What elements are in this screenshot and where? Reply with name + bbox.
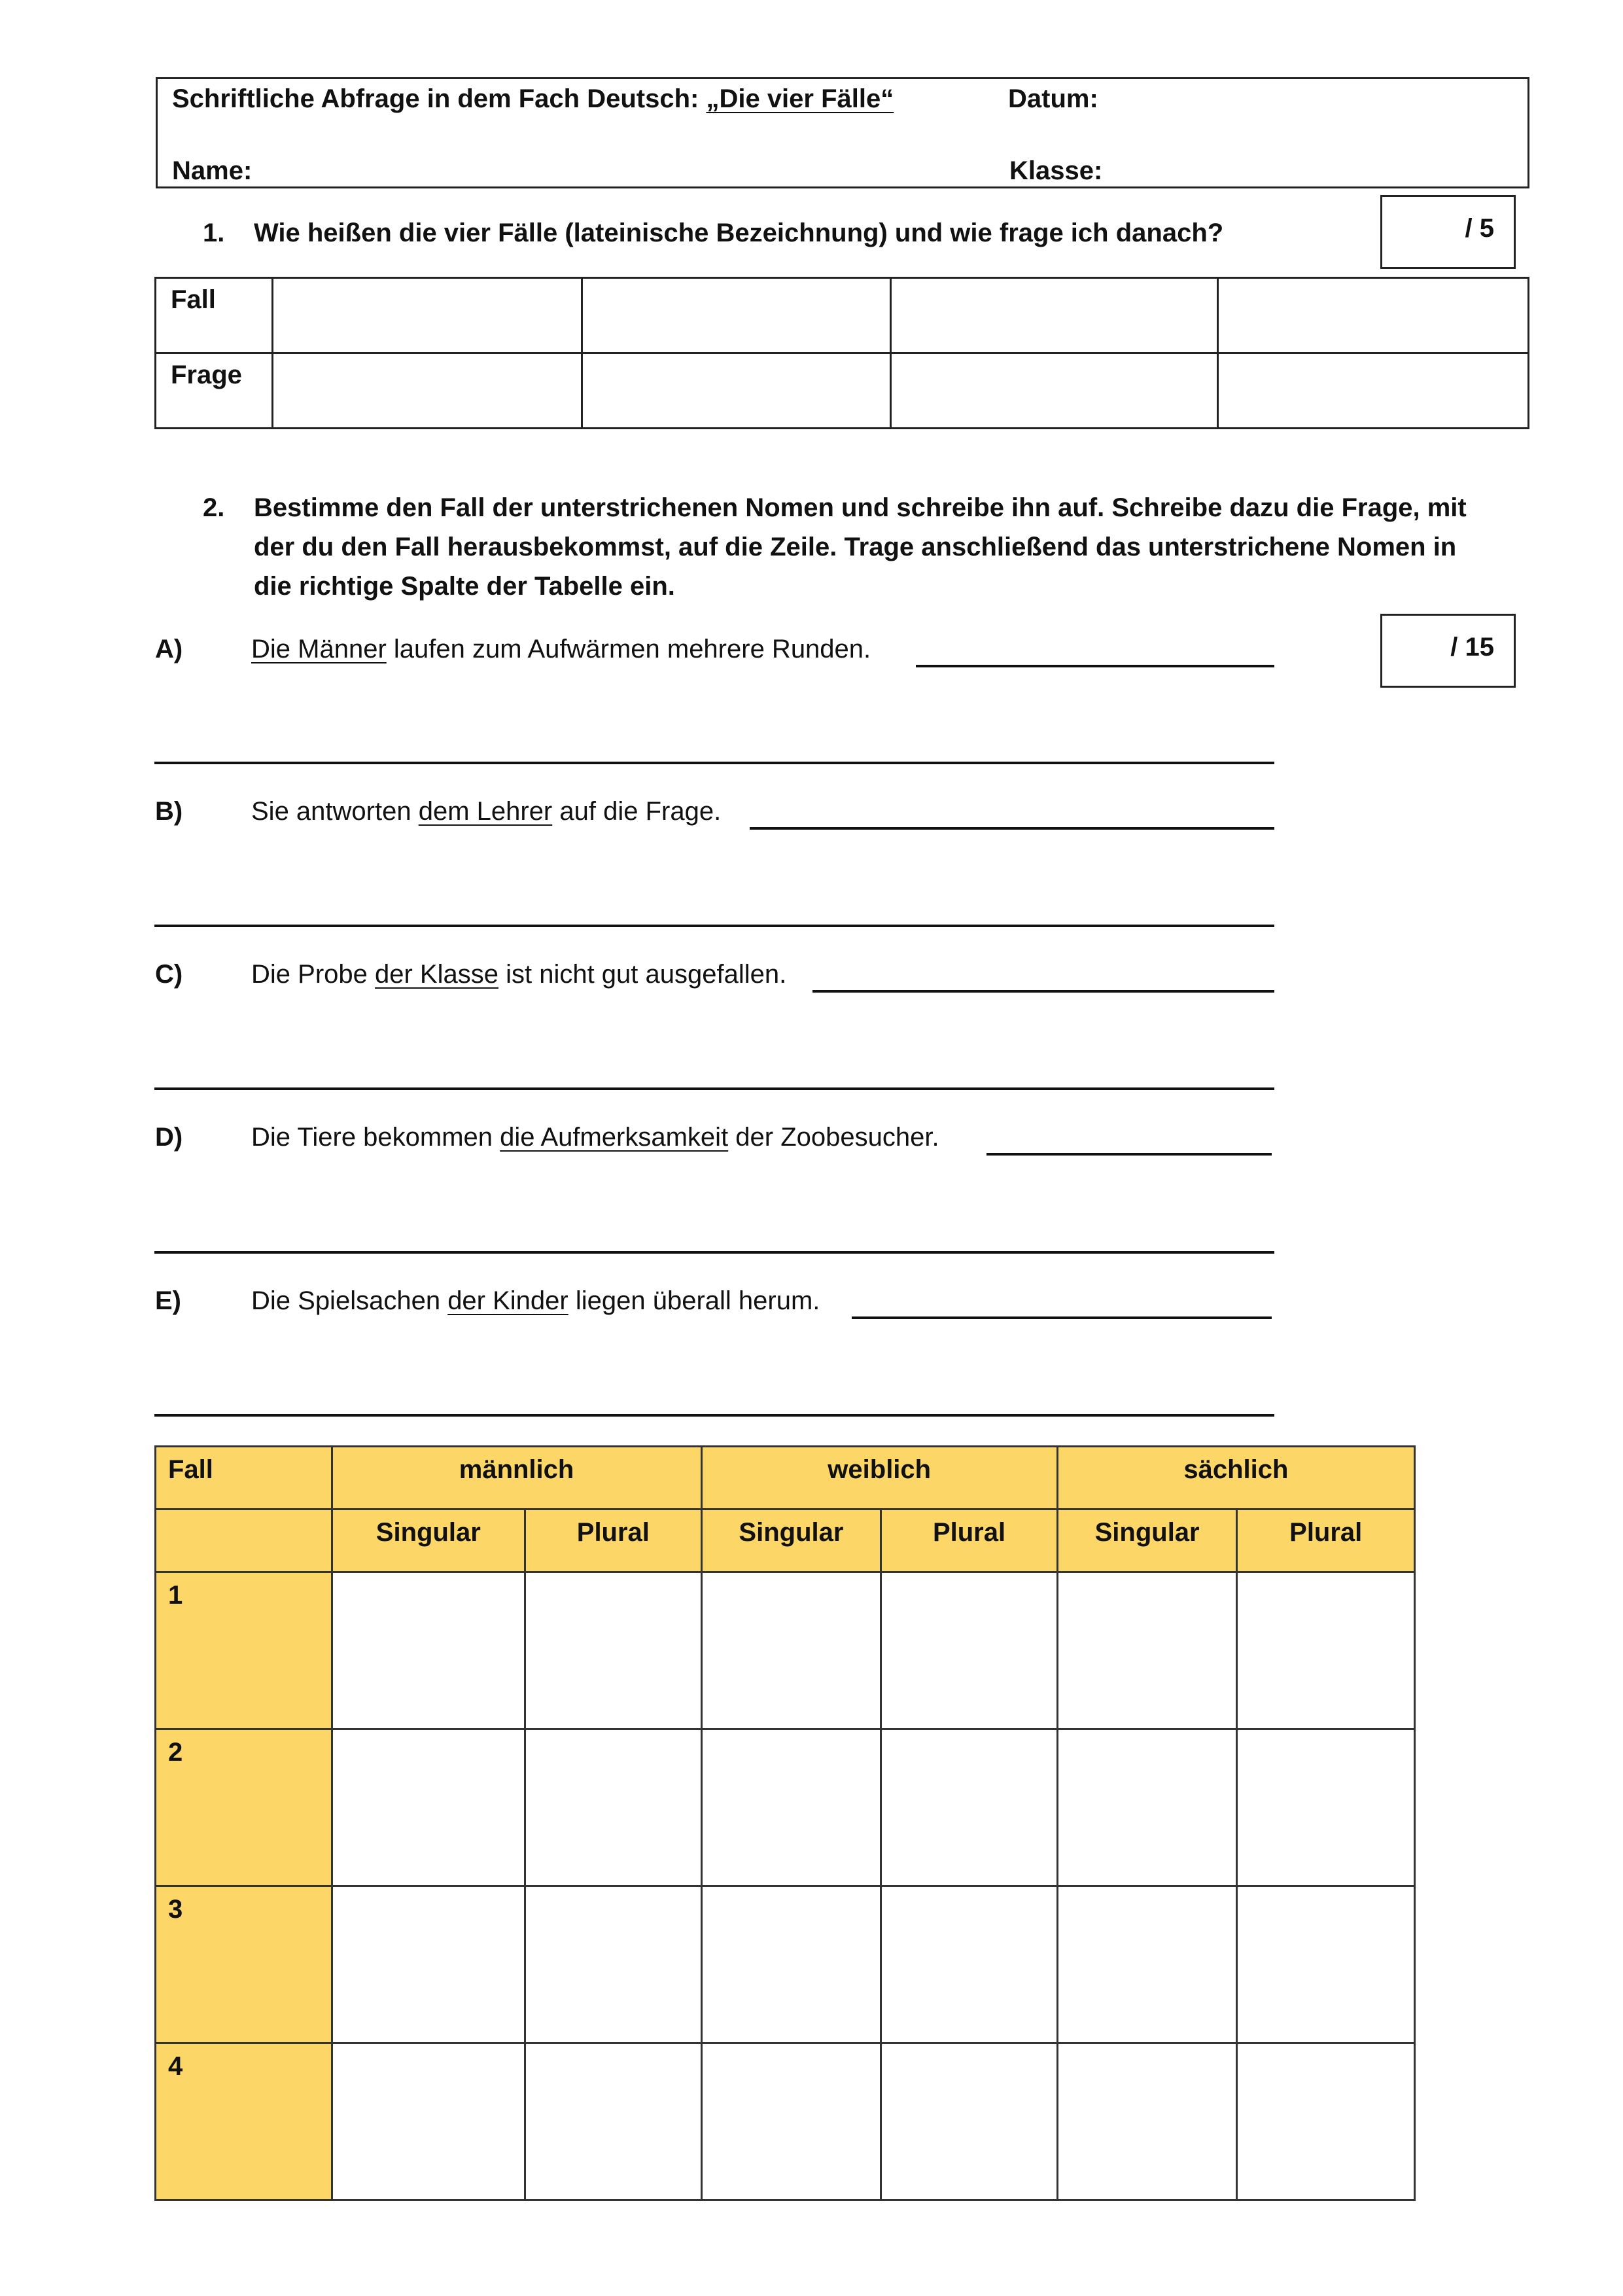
sentence-a-letter: A)	[155, 635, 183, 663]
cell-4-weiblich-singular[interactable]	[701, 2043, 881, 2200]
cell-1-maennlich-plural[interactable]	[525, 1572, 702, 1729]
sentence-e: Die Spielsachen der Kinder liegen überall herum.	[251, 1286, 820, 1315]
cell-1-saechlich-plural[interactable]	[1237, 1572, 1415, 1729]
task2-number: 2.	[203, 493, 225, 522]
header-saechlich-singular: Singular	[1057, 1510, 1237, 1572]
cell-4-maennlich-plural[interactable]	[525, 2043, 702, 2200]
header-weiblich: weiblich	[701, 1447, 1057, 1510]
answer-line-a-2[interactable]	[154, 762, 1274, 764]
fall-cell-1[interactable]	[272, 278, 582, 353]
task2-score-box[interactable]	[1380, 614, 1516, 688]
frage-cell-2[interactable]	[582, 353, 890, 429]
sentence-d-noun: die Aufmerksamkeit	[500, 1123, 729, 1152]
task2-score: / 15	[1450, 633, 1494, 662]
row-label-2: 2	[156, 1729, 332, 1886]
sentence-c-letter: C)	[155, 960, 183, 989]
frage-cell-4[interactable]	[1217, 353, 1528, 429]
cell-4-saechlich-plural[interactable]	[1237, 2043, 1415, 2200]
answer-line-c-1[interactable]	[812, 990, 1274, 993]
frage-cell-1[interactable]	[272, 353, 582, 429]
row-label-frage: Frage	[171, 361, 242, 389]
cell-2-maennlich-singular[interactable]	[332, 1729, 525, 1886]
answer-line-c-2[interactable]	[154, 1087, 1274, 1090]
header-saechlich-plural: Plural	[1237, 1510, 1415, 1572]
cell-2-weiblich-singular[interactable]	[701, 1729, 881, 1886]
task1-score: / 5	[1465, 214, 1494, 243]
task2-instruction-line-2: der du den Fall herausbekommst, auf die Zeile. Trage anschließend das unterstrichene Nomen in	[254, 533, 1457, 561]
cell-1-weiblich-plural[interactable]	[881, 1572, 1058, 1729]
cell-3-saechlich-singular[interactable]	[1057, 1886, 1237, 2043]
cell-2-weiblich-plural[interactable]	[881, 1729, 1058, 1886]
answer-line-d-1[interactable]	[986, 1153, 1272, 1156]
answer-line-e-2[interactable]	[154, 1414, 1274, 1417]
cell-4-maennlich-singular[interactable]	[332, 2043, 525, 2200]
cell-2-saechlich-plural[interactable]	[1237, 1729, 1415, 1886]
cases-table	[154, 1445, 1416, 2201]
row-label-4: 4	[156, 2043, 332, 2200]
cell-2-saechlich-singular[interactable]	[1057, 1729, 1237, 1886]
task1-score-box[interactable]	[1380, 195, 1516, 269]
cell-1-maennlich-singular[interactable]	[332, 1572, 525, 1729]
task1-question: Wie heißen die vier Fälle (lateinische Bezeichnung) und wie frage ich danach?	[254, 219, 1224, 247]
answer-line-a-1[interactable]	[916, 665, 1274, 667]
sentence-c-noun: der Klasse	[374, 960, 498, 989]
class-label: Klasse:	[1009, 156, 1103, 185]
sentence-e-letter: E)	[155, 1286, 181, 1315]
fall-cell-2[interactable]	[582, 278, 890, 353]
title-prefix: Schriftliche Abfrage in dem Fach Deutsch:	[172, 84, 707, 113]
cell-1-saechlich-singular[interactable]	[1057, 1572, 1237, 1729]
cell-4-saechlich-singular[interactable]	[1057, 2043, 1237, 2200]
answer-line-b-1[interactable]	[750, 827, 1274, 830]
cell-2-maennlich-plural[interactable]	[525, 1729, 702, 1886]
cell-3-maennlich-singular[interactable]	[332, 1886, 525, 2043]
cell-3-maennlich-plural[interactable]	[525, 1886, 702, 2043]
task2-instruction-line-3: die richtige Spalte der Tabelle ein.	[254, 572, 675, 601]
cell-4-weiblich-plural[interactable]	[881, 2043, 1058, 2200]
sentence-b-noun: dem Lehrer	[418, 797, 553, 826]
sentence-e-noun: der Kinder	[447, 1286, 568, 1315]
answer-line-d-2[interactable]	[154, 1251, 1274, 1254]
header-maennlich-plural: Plural	[525, 1510, 702, 1572]
task1-number: 1.	[203, 219, 225, 247]
header-maennlich-singular: Singular	[332, 1510, 525, 1572]
header-maennlich: männlich	[332, 1447, 701, 1510]
header-box	[156, 77, 1529, 188]
answer-line-e-1[interactable]	[852, 1316, 1272, 1319]
cell-3-weiblich-plural[interactable]	[881, 1886, 1058, 2043]
row-label-3: 3	[156, 1886, 332, 2043]
sentence-c: Die Probe der Klasse ist nicht gut ausgefallen.	[251, 960, 787, 989]
row-label-fall: Fall	[171, 285, 216, 314]
test-title	[172, 83, 894, 115]
fall-frage-table	[154, 277, 1529, 429]
sentence-a: Die Männer laufen zum Aufwärmen mehrere Runden.	[251, 635, 871, 663]
fall-cell-4[interactable]	[1217, 278, 1528, 353]
fall-cell-3[interactable]	[891, 278, 1218, 353]
sentence-d: Die Tiere bekommen die Aufmerksamkeit der Zoobesucher.	[251, 1123, 939, 1152]
title-topic: „Die vier Fälle“	[706, 84, 894, 113]
row-label-1: 1	[156, 1572, 332, 1729]
table-corner-label: Fall	[156, 1447, 332, 1510]
sentence-b-letter: B)	[155, 797, 183, 826]
sentence-d-letter: D)	[155, 1123, 183, 1152]
sentence-b: Sie antworten dem Lehrer auf die Frage.	[251, 797, 722, 826]
name-label: Name:	[172, 156, 253, 185]
header-saechlich: sächlich	[1057, 1447, 1414, 1510]
cell-3-saechlich-plural[interactable]	[1237, 1886, 1415, 2043]
table-corner-empty	[156, 1510, 332, 1572]
frage-cell-3[interactable]	[891, 353, 1218, 429]
date-label: Datum:	[1008, 84, 1098, 113]
task2-instruction-line-1: Bestimme den Fall der unterstrichenen Nomen und schreibe ihn auf. Schreibe dazu die Frage, mit	[254, 493, 1467, 522]
cell-3-weiblich-singular[interactable]	[701, 1886, 881, 2043]
answer-line-b-2[interactable]	[154, 925, 1274, 927]
cell-1-weiblich-singular[interactable]	[701, 1572, 881, 1729]
sentence-a-noun: Die Männer	[251, 635, 387, 663]
header-weiblich-singular: Singular	[701, 1510, 881, 1572]
header-weiblich-plural: Plural	[881, 1510, 1058, 1572]
